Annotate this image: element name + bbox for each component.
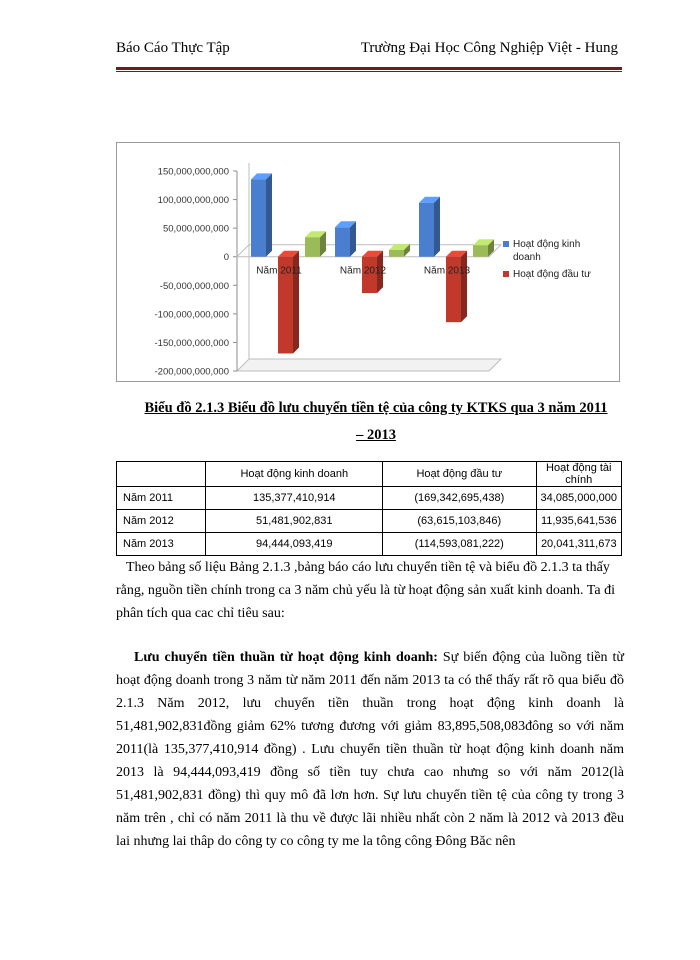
x-tick-label: Năm 2013 [423, 265, 471, 277]
header-rule-thick [116, 67, 622, 70]
legend-label: doanh [513, 252, 541, 263]
table-cell-year: Năm 2011 [117, 487, 206, 510]
x-tick-label: Năm 2012 [339, 265, 387, 277]
legend-swatch [503, 271, 509, 277]
analysis-heading: Lưu chuyển tiền thuần từ hoạt động kinh doanh: [134, 650, 438, 665]
table-cell: 20,041,311,673 [536, 533, 621, 556]
chart-caption: Biểu đồ 2.1.3 Biểu đồ lưu chuyển tiền tệ của công ty KTKS qua 3 năm 2011 [144, 400, 608, 416]
table-row [117, 510, 622, 533]
y-tick-label: 0 [223, 252, 229, 264]
y-tick-label: -100,000,000,000 [154, 309, 229, 321]
y-tick-label: 100,000,000,000 [157, 195, 229, 207]
table-header-cell: Hoạt động tài chính [536, 462, 621, 487]
bar [251, 179, 266, 256]
table-header-cell [117, 462, 206, 487]
table-row [117, 487, 622, 510]
chart-svg [117, 143, 619, 381]
cash-flow-table [116, 461, 622, 556]
y-tick-label: -150,000,000,000 [154, 337, 229, 349]
header-left-title: Báo Cáo Thực Tập [116, 40, 230, 56]
table-row [117, 533, 622, 556]
bar-side [461, 251, 467, 322]
y-tick-label: -200,000,000,000 [154, 366, 229, 378]
table-cell: (114,593,081,222) [383, 533, 536, 556]
y-tick-label: -50,000,000,000 [159, 280, 229, 292]
page-header [116, 40, 618, 62]
table-cell: 34,085,000,000 [536, 487, 621, 510]
table-cell: 51,481,902,831 [206, 510, 383, 533]
chart-caption-continued: – 2013 [356, 427, 396, 443]
bar-side [350, 221, 356, 256]
chart-floor [237, 359, 501, 371]
table-header-cell: Hoạt động kinh doanh [206, 462, 383, 487]
table-cell-year: Năm 2013 [117, 533, 206, 556]
table-cell-year: Năm 2012 [117, 510, 206, 533]
header-rule-thin [116, 71, 622, 72]
cash-flow-chart [116, 142, 620, 382]
legend-label: Hoạt động kinh [513, 239, 581, 250]
y-tick-label: 150,000,000,000 [157, 166, 229, 178]
legend-label: Hoạt động đầu tư [513, 269, 591, 280]
table-cell: (63,615,103,846) [383, 510, 536, 533]
bar [335, 227, 350, 256]
table-cell: (169,342,695,438) [383, 487, 536, 510]
table-cell: 11,935,641,536 [536, 510, 621, 533]
legend-swatch [503, 241, 509, 247]
bar [389, 250, 404, 257]
table-header-cell: Hoạt động đầu tư [383, 462, 536, 487]
y-tick-label: 50,000,000,000 [162, 223, 229, 235]
bar-side [266, 173, 272, 256]
table-header-row [117, 462, 622, 487]
analysis-text: Sự biến động của luồng tiền từ hoạt động doanh trong 3 năm từ năm 2011 đến năm 2013 ta có thể thấy rất rõ qua biểu đồ 2.1.3 Năm 2012, lưu chuyển tiền thuần trong hoạt động kinh doanh là 51,481,902,831đồng giảm 62% tương đương với giảm 83,895,508,083đông so với năm 2011(là 135,377,410,914 đồng) . Lưu chuyển tiền thuần từ hoạt động kinh doanh năm 2013 là 94,444,093,419 đồng số tiền tuy chưa cao nhưng so với năm 2012(là 51,481,902,831 đồng) thì quy mô đã lơn hơn. Sự lưu chuyển tiền tệ của công ty trong 3 năm trên , chỉ có năm 2011 là thu về được lãi nhiều nhất còn 2 năm là 2012 và 2013 đều lai nhưng lai thâp do công ty co công ty me la tông công Đông Băc nên [116, 650, 624, 849]
header-right-title: Trường Đại Học Công Nghiệp Việt - Hung [360, 40, 618, 56]
body-paragraph-intro: Theo bảng số liệu Bảng 2.1.3 ,bảng báo cáo lưu chuyển tiền tệ và biểu đồ 2.1.3 ta thấy rằng, nguồn tiền chính trong ca 3 năm chủ yếu là từ hoạt động sản xuất kinh doanh. Ta đi phân tích qua cac chỉ tiêu sau: [116, 560, 615, 621]
bar-side [434, 197, 440, 257]
x-tick-label: Năm 2011 [256, 265, 302, 277]
table-cell: 135,377,410,914 [206, 487, 383, 510]
bar [473, 245, 488, 256]
table-cell: 94,444,093,419 [206, 533, 383, 556]
body-paragraph-analysis [116, 646, 624, 853]
bar [419, 203, 434, 257]
bar [305, 237, 320, 256]
